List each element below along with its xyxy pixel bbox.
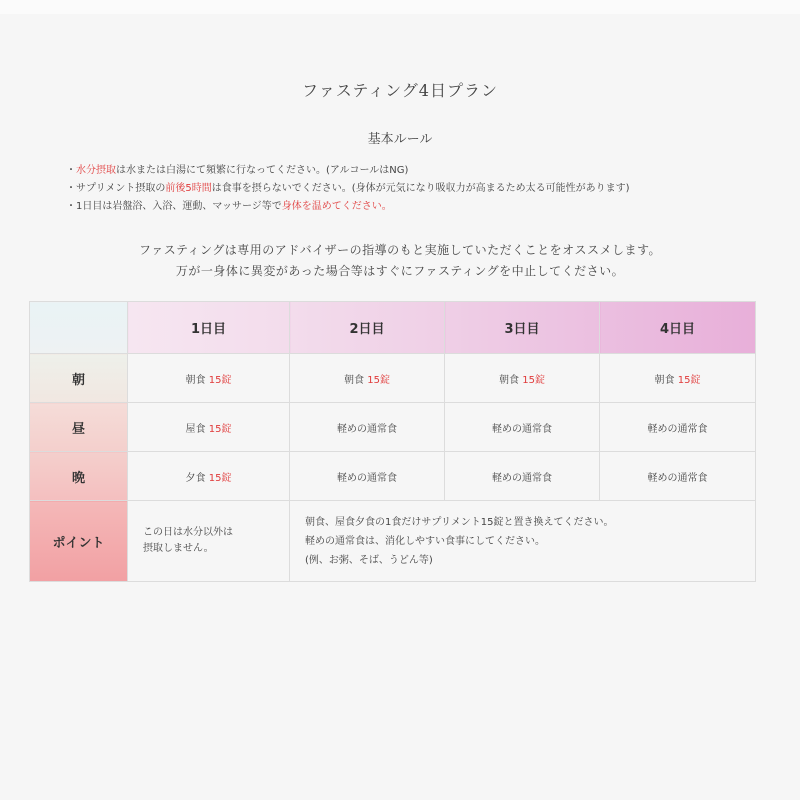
meal-text: 朝食 [185, 374, 209, 386]
rule-bullet: ・ [66, 183, 76, 194]
point-line: 摂取しません。 [143, 543, 214, 554]
table-row [30, 354, 756, 403]
top-strip [0, 0, 800, 14]
point-line: 軽めの通常食は、消化しやすい食事にしてください。 [305, 535, 545, 547]
table-row [30, 403, 756, 452]
point-other-days-cell [290, 501, 756, 582]
dose-text: 15錠 [367, 374, 390, 386]
rule-bullet: ・ [66, 201, 76, 212]
dose-text: 15錠 [677, 374, 701, 386]
meal-cell [445, 403, 600, 452]
row-header-night: 晩 [30, 452, 128, 501]
table-corner [30, 302, 128, 354]
meal-cell [128, 452, 290, 501]
dose-text: 15錠 [208, 472, 232, 484]
rule-item [66, 198, 630, 216]
rule-item [66, 180, 630, 198]
meal-cell [290, 354, 445, 403]
meal-text: 軽めの通常食 [492, 472, 552, 484]
meal-text: 屋食 [185, 423, 209, 435]
day-header: 1日目 [128, 302, 290, 354]
row-header-noon: 昼 [30, 403, 128, 452]
intro-notice [0, 240, 800, 282]
point-line: (例、お粥、そば、うどん等) [305, 554, 433, 566]
dose-text: 15錠 [522, 374, 545, 386]
meal-cell [128, 403, 290, 452]
intro-line: 万が一身体に異変があった場合等はすぐにファスティングを中止してください。 [175, 264, 625, 278]
rule-highlight: 身体を温めてください。 [281, 201, 392, 212]
point-day1-cell [128, 501, 290, 582]
meal-cell [290, 452, 445, 501]
meal-text: 夕食 [185, 472, 209, 484]
table-row [30, 452, 756, 501]
rule-text: サプリメント摂取の [76, 183, 166, 194]
table-header-row [30, 302, 756, 354]
rule-text: は水または白湯にて頻繁に行なってください。(アルコールはNG) [116, 165, 409, 176]
rule-highlight: 前後5時間 [165, 183, 212, 194]
point-line: この日は水分以外は [143, 527, 233, 538]
meal-text: 軽めの通常食 [492, 423, 552, 435]
row-header-morning: 朝 [30, 354, 128, 403]
meal-text: 朝食 [499, 374, 523, 386]
rule-text: は食事を摂らないでください。(身体が元気になり吸収力が高まるため太る可能性があります) [211, 183, 630, 194]
rule-item [66, 162, 630, 180]
meal-cell [128, 354, 290, 403]
meal-text: 軽めの通常食 [647, 423, 708, 435]
meal-cell [600, 354, 756, 403]
intro-line: ファスティングは専用のアドバイザーの指導のもと実施していただくことをオススメします。 [138, 243, 661, 257]
meal-cell [290, 403, 445, 452]
meal-text: 朝食 [344, 374, 368, 386]
rule-highlight: 水分摂取 [76, 165, 116, 176]
day-header: 2日目 [290, 302, 445, 354]
dose-text: 15錠 [208, 423, 232, 435]
table-row [30, 501, 756, 582]
rules-list [66, 162, 630, 216]
rule-bullet: ・ [66, 165, 76, 176]
meal-text: 軽めの通常食 [337, 423, 397, 435]
day-header: 4日目 [600, 302, 756, 354]
meal-text: 軽めの通常食 [337, 472, 397, 484]
plan-table [29, 301, 756, 582]
meal-cell [600, 403, 756, 452]
dose-text: 15錠 [208, 374, 232, 386]
meal-cell [445, 354, 600, 403]
day-header: 3日目 [445, 302, 600, 354]
row-header-point: ポイント [30, 501, 128, 582]
rules-heading: 基本ルール [367, 132, 433, 147]
meal-cell [445, 452, 600, 501]
meal-cell [600, 452, 756, 501]
meal-text: 朝食 [654, 374, 678, 386]
page-title: ファスティング4日プラン [302, 81, 498, 100]
meal-text: 軽めの通常食 [647, 472, 708, 484]
rule-text: 1日目は岩盤浴、入浴、運動、マッサージ等で [76, 201, 282, 212]
point-line: 朝食、屋食夕食の1食だけサプリメント15錠と置き換えてください。 [305, 516, 614, 528]
